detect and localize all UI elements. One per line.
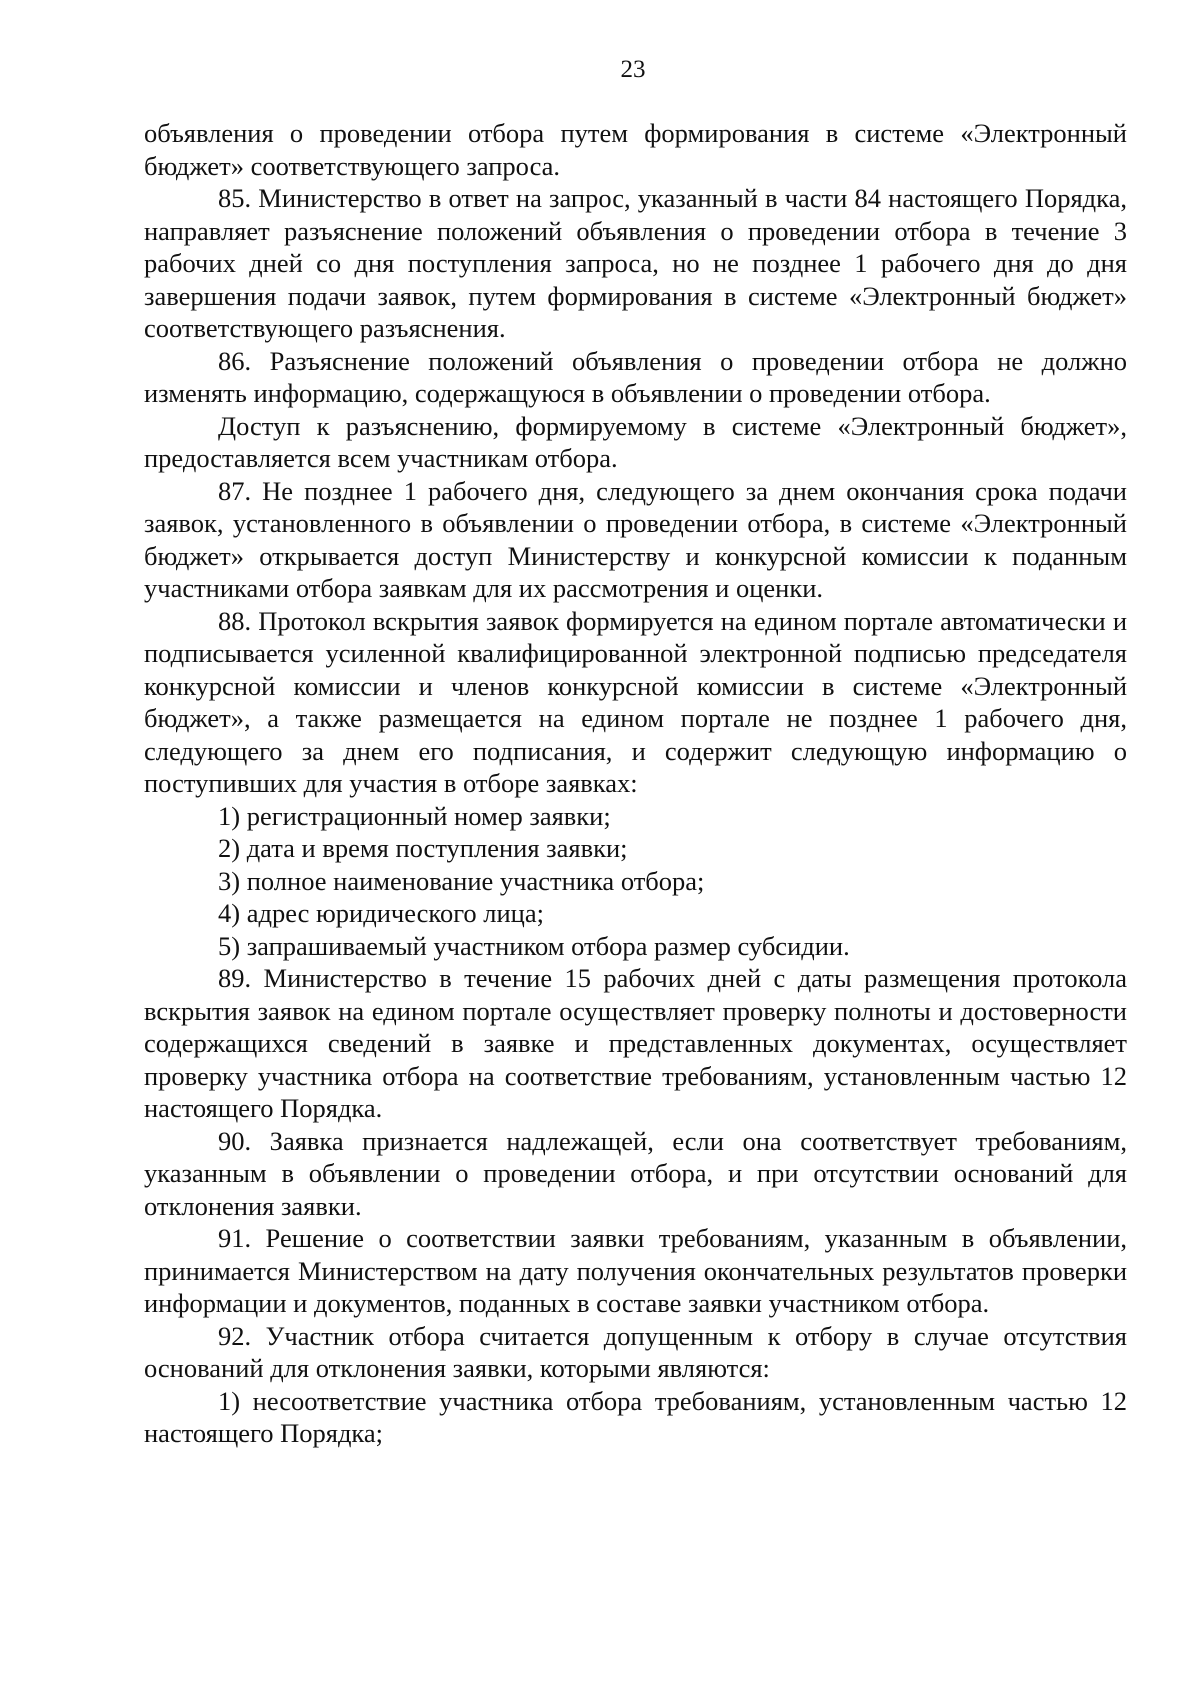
list-item-88-4: 4) адрес юридического лица; [218,898,544,928]
paragraph-92-item-1: 1) несоответствие участника отбора требованиям, установленным частью 12 настоящего Порядка; [144,1385,1127,1448]
page-number: 23 [620,56,646,83]
paragraph-85: 85. Министерство в ответ на запрос, указанный в части 84 настоящего Порядка, направляет разъяснение положений объявления о проведении отбора в течение 3 рабочих дней со дня поступления запроса, но не позднее 1 рабочего дня до дня завершения подачи заявок, путем формирования в системе «Электронный бюджет» соответствующего разъяснения. [144,183,1127,343]
paragraph-90: 90. Заявка признается надлежащей, если она соответствует требованиям, указанным в объявлении о проведении отбора, и при отсутствии оснований для отклонения заявки. [144,1125,1127,1221]
list-item-88-2: 2) дата и время поступления заявки; [218,833,628,863]
paragraph-86-access: Доступ к разъяснению, формируемому в системе «Электронный бюджет», предоставляется всем участникам отбора. [144,410,1127,473]
paragraph-92: 92. Участник отбора считается допущенным к отбору в случае отсутствия оснований для отклонения заявки, которыми являются: [144,1320,1127,1383]
list-item-88-3: 3) полное наименование участника отбора; [218,865,705,896]
document-body [144,117,1127,1450]
paragraph-continuation: объявления о проведении отбора путем формирования в системе «Электронный бюджет» соответствующего запроса. [144,118,1127,181]
list-item-88-1: 1) регистрационный номер заявки; [218,800,611,831]
paragraph-88: 88. Протокол вскрытия заявок формируется на едином портале автоматически и подписывается усиленной квалифицированной электронной подписью председателя конкурсной комиссии и членов конкурсной комиссии в системе «Электронный бюджет», а также размещается на едином портале не позднее 1 рабочего дня, следующего за днем его подписания, и содержит следующую информацию о поступивших для участия в отборе заявках: [144,605,1127,798]
paragraph-87: 87. Не позднее 1 рабочего дня, следующего за днем окончания срока подачи заявок, установленного в объявлении о проведении отбора, в системе «Электронный бюджет» открывается доступ Министерству и конкурсной комиссии к поданным участниками отбора заявкам для их рассмотрения и оценки. [144,475,1127,603]
paragraph-86: 86. Разъяснение положений объявления о проведении отбора не должно изменять информацию, содержащуюся в объявлении о проведении отбора. [144,345,1127,408]
list-item-88-5: 5) запрашиваемый участником отбора размер субсидии. [218,930,850,961]
paragraph-91: 91. Решение о соответствии заявки требованиям, указанным в объявлении, принимается Министерством на дату получения окончательных результатов проверки информации и документов, поданных в составе заявки участником отбора. [144,1223,1127,1318]
paragraph-89: 89. Министерство в течение 15 рабочих дней с даты размещения протокола вскрытия заявок на едином портале осуществляет проверку полноты и достоверности содержащихся сведений в заявке и представленных документах, осуществляет проверку участника отбора на соответствие требованиям, установленным частью 12 настоящего Порядка. [144,963,1127,1123]
